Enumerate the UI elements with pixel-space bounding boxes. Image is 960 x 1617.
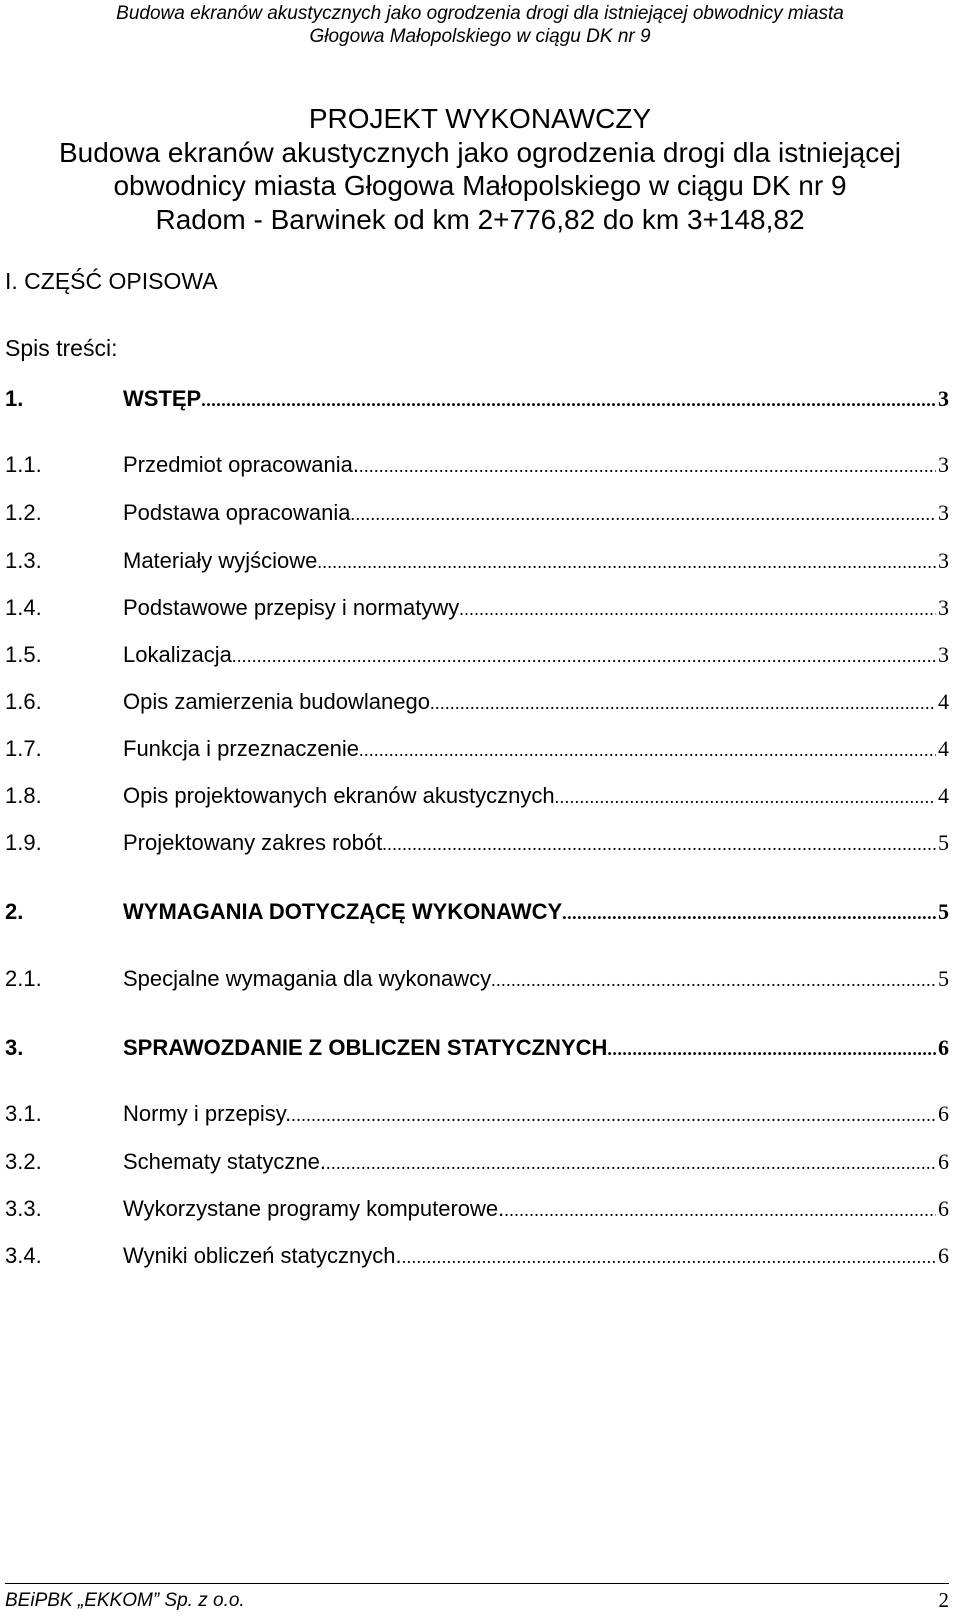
toc-entry-leader	[555, 787, 936, 808]
toc-entry-number: 1.1.	[5, 452, 42, 477]
toc-entry-leader	[232, 646, 936, 667]
toc-entry-title: Wyniki obliczeń statycznych.	[123, 1243, 402, 1268]
toc-entry-page: 6	[938, 1196, 949, 1221]
toc-entry-page: 3	[938, 642, 949, 667]
toc-entry-leader	[402, 1247, 936, 1268]
toc-entry-number: 2.1.	[5, 966, 42, 991]
toc-entry-page: 5	[938, 966, 949, 991]
footer-company: BEiPBK „EKKOM” Sp. z o.o.	[5, 1590, 245, 1611]
toc-entry-title: WSTĘP	[123, 386, 202, 411]
toc-entry-title: Przedmiot opracowania.	[123, 452, 360, 477]
toc-entry-title: Projektowany zakres robót	[123, 830, 383, 855]
toc-entry-title: Specjalne wymagania dla wykonawcy	[123, 966, 492, 991]
toc-entry-page: 6	[938, 1149, 949, 1174]
toc-entry[interactable]	[5, 500, 949, 530]
title-line-3: obwodnicy miasta Głogowa Małopolskiego w ciągu DK nr 9	[113, 170, 847, 201]
toc-entry-number: 3.3.	[5, 1196, 42, 1221]
toc-entry-title: Lokalizacja	[123, 642, 232, 667]
toc-entry-title: Opis projektowanych ekranów akustycznych	[123, 783, 555, 808]
toc-entry-leader	[201, 390, 936, 411]
toc-entry[interactable]	[5, 1149, 949, 1179]
toc-entry-number: 3.4.	[5, 1243, 42, 1268]
toc-entry-number: 1.6.	[5, 689, 42, 714]
toc-entry-page: 5	[938, 899, 949, 924]
toc-entry-page: 4	[938, 689, 949, 714]
toc-entry-title: Opis zamierzenia budowlanego	[123, 689, 430, 714]
toc-entry-leader	[382, 834, 936, 855]
toc-entry-leader	[326, 1153, 936, 1174]
toc-entry-leader	[459, 599, 936, 620]
toc-entry-leader	[317, 552, 936, 573]
toc-entry-leader	[607, 1039, 936, 1060]
footer-page-number: 2	[938, 1588, 949, 1612]
toc-entry-page: 5	[938, 830, 949, 855]
toc-entry-number: 3.1.	[5, 1101, 42, 1126]
toc-entry-title: Podstawowe przepisy i normatywy	[123, 595, 460, 620]
toc-entry-number: 3.2.	[5, 1149, 42, 1174]
toc-entry-leader	[350, 504, 936, 525]
toc-entry-leader	[359, 740, 936, 761]
toc-entry-number: 1.4.	[5, 595, 42, 620]
title-line-2: Budowa ekranów akustycznych jako ogrodzenia drogi dla istniejącej	[58, 136, 902, 168]
toc-entry-title: Podstawa opracowania	[123, 500, 351, 525]
toc-entry-page: 3	[938, 386, 949, 411]
toc-entry-page: 6	[938, 1243, 949, 1268]
title-line-4: Radom - Barwinek od km 2+776,82 do km 3+148,82	[155, 203, 805, 235]
toc-entry-title: SPRAWOZDANIE Z OBLICZEN STATYCZNYCH	[123, 1035, 608, 1060]
toc-entry-leader	[291, 1105, 936, 1126]
toc-entry-title: WYMAGANIA DOTYCZĄCĘ WYKONAWCY	[123, 899, 563, 924]
toc-entry-page: 3	[938, 500, 949, 525]
toc-entry-number: 3.	[5, 1035, 24, 1060]
toc-entry-leader	[491, 970, 936, 991]
toc-entry[interactable]	[5, 386, 949, 416]
toc-entry[interactable]	[5, 642, 949, 672]
toc-entry[interactable]	[5, 452, 949, 482]
toc-entry[interactable]	[5, 966, 949, 996]
toc-heading: Spis treści:	[5, 335, 118, 361]
toc-entry-leader	[504, 1200, 936, 1221]
toc-entry-leader	[430, 693, 936, 714]
section-label: I. CZĘŚĆ OPISOWA	[5, 268, 218, 294]
toc-entry-title: Schematy statyczne.	[123, 1149, 326, 1174]
toc-entry-page: 6	[938, 1101, 949, 1126]
toc-entry-title: Normy i przepisy.	[123, 1101, 292, 1126]
toc-entry[interactable]	[5, 1196, 949, 1226]
toc-entry-page: 4	[938, 783, 949, 808]
toc-entry-page: 4	[938, 736, 949, 761]
toc-entry-title: Funkcja i przeznaczenie	[123, 736, 360, 761]
toc-entry[interactable]	[5, 899, 949, 929]
toc-entry-number: 2.	[5, 899, 24, 924]
toc-entry[interactable]	[5, 689, 949, 719]
toc-entry-leader	[562, 903, 936, 924]
toc-entry-number: 1.3.	[5, 548, 42, 573]
toc-entry-number: 1.2.	[5, 500, 42, 525]
title-line-1: PROJEKT WYKONAWCZY	[308, 103, 652, 134]
toc-entry-number: 1.5.	[5, 642, 42, 667]
toc-entry-number: 1.8.	[5, 783, 42, 808]
toc-entry-leader	[359, 456, 936, 477]
toc-entry-page: 6	[938, 1035, 949, 1060]
header-line-2: Głogowa Małopolskiego w ciągu DK nr 9	[309, 26, 651, 47]
toc-entry[interactable]	[5, 548, 949, 578]
toc-entry-page: 3	[938, 452, 949, 477]
toc-entry[interactable]	[5, 1101, 949, 1131]
toc-entry-page: 3	[938, 548, 949, 573]
toc-entry-title: Materiały wyjściowe	[123, 548, 318, 573]
toc-entry[interactable]	[5, 595, 949, 625]
running-header	[0, 2, 960, 48]
toc-entry[interactable]	[5, 736, 949, 766]
document-title	[0, 102, 960, 236]
toc-entry-number: 1.9.	[5, 830, 42, 855]
footer-divider	[5, 1583, 949, 1584]
toc-entry[interactable]	[5, 1035, 949, 1065]
toc-entry-number: 1.7.	[5, 736, 42, 761]
toc-entry-title: Wykorzystane programy komputerowe.	[123, 1196, 505, 1221]
toc-entry-number: 1.	[5, 386, 24, 411]
toc-entry[interactable]	[5, 830, 949, 860]
toc-entry[interactable]	[5, 1243, 949, 1273]
header-line-1: Budowa ekranów akustycznych jako ogrodzenia drogi dla istniejącej obwodnicy miasta	[116, 3, 844, 24]
toc-entry[interactable]	[5, 783, 949, 813]
toc-entry-page: 3	[938, 595, 949, 620]
